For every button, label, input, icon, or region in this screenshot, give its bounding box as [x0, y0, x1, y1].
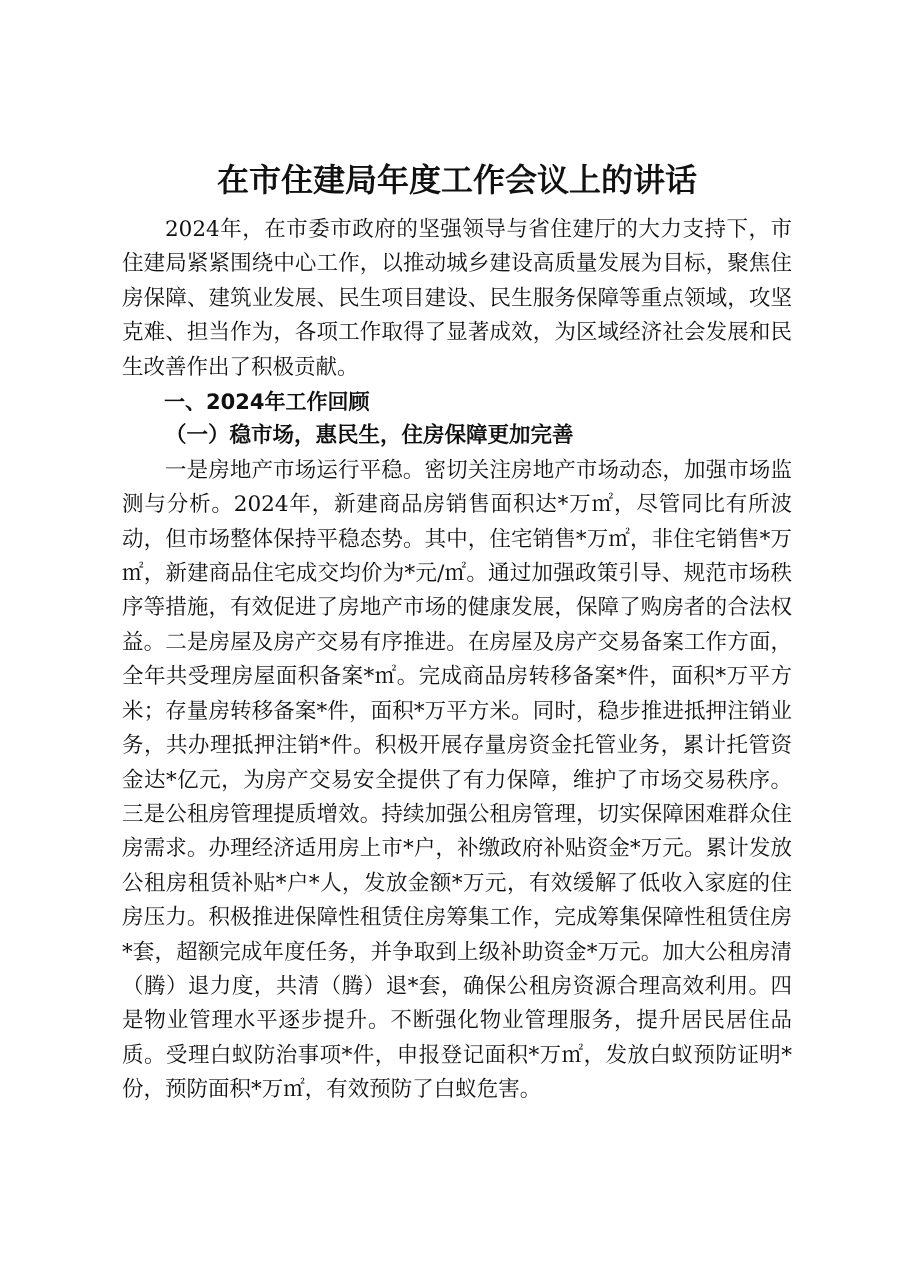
- document-body: [122, 213, 792, 1108]
- section-heading: 一、2024年工作回顾: [164, 390, 370, 415]
- document-title: 在市住建局年度工作会议上的讲话: [216, 161, 697, 199]
- body-paragraph: 一是房地产市场运行平稳。密切关注房地产市场动态，加强市场监测与分析。2024年，新建商品房销售面积达*万㎡，尽管同比有所波动，但市场整体保持平稳态势。其中，住宅销售*万㎡，非住宅销售*万㎡，新建商品住宅成交均价为*元/㎡。通过加强政策引导、规范市场秩序等措施，有效促进了房地产市场的健康发展，保障了购房者的合法权益。二是房屋及房产交易有序推进。在房屋及房产交易备案工作方面，全年共受理房屋面积备案*㎡。完成商品房转移备案*件，面积*万平方米；存量房转移备案*件，面积*万平方米。同时，稳步推进抵押注销业务，共办理抵押注销*件。积极开展存量房资金托管业务，累计托管资金达*亿元，为房产交易安全提供了有力保障，维护了市场交易秩序。三是公租房管理提质增效。持续加强公租房管理，切实保障困难群众住房需求。办理经济适用房上市*户，补缴政府补贴资金*万元。累计发放公租房租赁补贴*户*人，发放金额*万元，有效缓解了低收入家庭的住房压力。积极推进保障性租赁住房筹集工作，完成筹集保障性租赁住房*套，超额完成年度任务，并争取到上级补助资金*万元。加大公租房清（腾）退力度，共清（腾）退*套，确保公租房资源合理高效利用。四是物业管理水平逐步提升。不断强化物业管理服务，提升居民居住品质。受理白蚁防治事项*件，申报登记面积*万㎡，发放白蚁预防证明*份，预防面积*万㎡，有效预防了白蚁危害。: [122, 457, 792, 1103]
- subsection-heading: （一）稳市场，惠民生，住房保障更加完善: [165, 423, 574, 449]
- intro-paragraph: 2024年，在市委市政府的坚强领导与省住建厅的大力支持下，市住建局紧紧围绕中心工作，以推动城乡建设高质量发展为目标，聚焦住房保障、建筑业发展、民生项目建设、民生服务保障等重点领域，攻坚克难、担当作为，各项工作取得了显著成效，为区域经济社会发展和民生改善作出了积极贡献。: [122, 217, 792, 380]
